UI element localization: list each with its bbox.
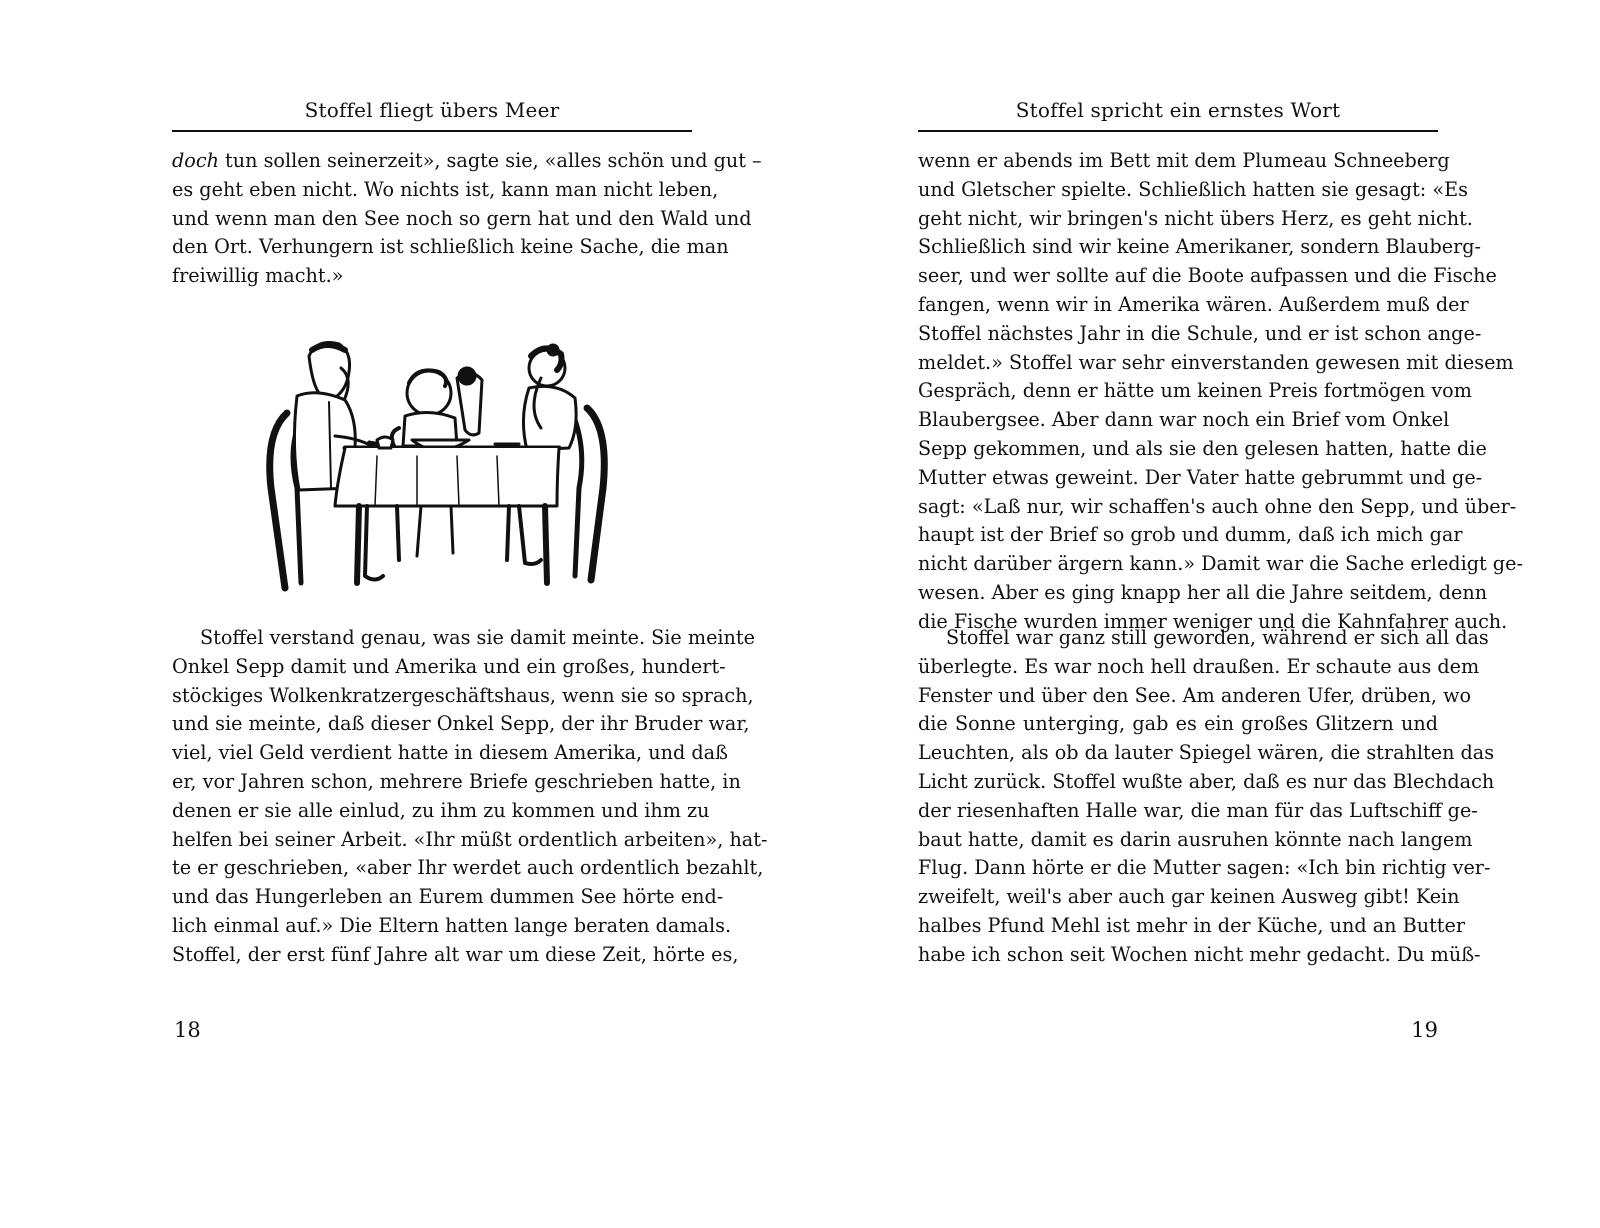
text-line: te er geschrieben, «aber Ihr werdet auch ordentlich bezahlt, <box>172 856 764 880</box>
text-line: Stoffel verstand genau, was sie damit meinte. Sie meinte <box>200 626 755 649</box>
text-line: Leuchten, als ob da lauter Spiegel wären, die strahlten das <box>918 741 1495 765</box>
text-line: und das Hungerleben an Eurem dummen See hörte end- <box>172 885 724 909</box>
text-line: Stoffel war ganz still geworden, während er sich all das <box>946 626 1489 649</box>
text-line: stöckiges Wolkenkratzergeschäftshaus, wenn sie so sprach, <box>172 683 754 707</box>
right-text-block-2 <box>918 624 1495 970</box>
text-line: wenn er abends im Bett mit dem Plumeau Schneeberg <box>918 149 1450 172</box>
text-line: zweifelt, weil's aber auch gar keinen Ausweg gibt! Kein <box>918 885 1460 909</box>
text-line: es geht eben nicht. Wo nichts ist, kann man nicht leben, <box>172 177 719 201</box>
text-line: Licht zurück. Stoffel wußte aber, daß es nur das Blechdach <box>918 769 1495 793</box>
page-number-right: 19 <box>1411 1018 1438 1042</box>
text-line: Mutter etwas geweint. Der Vater hatte gebrummt und ge- <box>918 465 1483 489</box>
text-line: habe ich schon seit Wochen nicht mehr gedacht. Du müß- <box>918 942 1481 966</box>
text-line: geht nicht, wir bringen's nicht übers Herz, es geht nicht. <box>918 206 1473 230</box>
text-line: Schließlich sind wir keine Amerikaner, sondern Blauberg- <box>918 235 1482 259</box>
running-head-right: Stoffel spricht ein ernstes Wort <box>1015 98 1341 122</box>
right-text-block-1 <box>918 147 1523 637</box>
running-head-left: Stoffel fliegt übers Meer <box>304 98 560 122</box>
text-line: haupt ist der Brief so grob und dumm, daß ich mich gar <box>918 523 1463 547</box>
left-text-block-1 <box>172 147 762 291</box>
text-line: Fenster und über den See. Am anderen Ufer, drüben, wo <box>918 683 1472 707</box>
text-line: Stoffel nächstes Jahr in die Schule, und er ist schon ange- <box>918 321 1482 345</box>
text-line: helfen bei seiner Arbeit. «Ihr müßt ordentlich arbeiten», hat- <box>172 827 768 851</box>
text-line: halbes Pfund Mehl ist mehr in der Küche, und an Butter <box>918 913 1466 937</box>
text-line: er, vor Jahren schon, mehrere Briefe geschrieben hatte, in <box>172 769 741 793</box>
family-at-table-illustration <box>257 338 617 598</box>
text-line: Sepp gekommen, und als sie den gelesen hatten, hatte die <box>918 436 1487 460</box>
left-text-block-2 <box>172 624 768 970</box>
header-rule-right <box>918 130 1438 132</box>
text-line: nicht darüber ärgern kann.» Damit war die Sache erledigt ge- <box>918 552 1523 576</box>
text-line: meldet.» Stoffel war sehr einverstanden gewesen mit diesem <box>918 350 1514 374</box>
text-line: baut hatte, damit es darin ausruhen könnte nach langem <box>918 827 1473 851</box>
text-line: Stoffel, der erst fünf Jahre alt war um diese Zeit, hörte es, <box>172 942 739 966</box>
text-line: viel, viel Geld verdient hatte in diesem Amerika, und daß <box>172 741 728 765</box>
text-line: lich einmal auf.» Die Eltern hatten lange beraten damals. <box>172 913 732 937</box>
text-line: Blaubergsee. Aber dann war noch ein Brief vom Onkel <box>918 408 1450 432</box>
text-line: Gespräch, denn er hätte um keinen Preis fortmögen vom <box>918 379 1472 403</box>
text-line: sagt: «Laß nur, wir schaffen's auch ohne den Sepp, und über- <box>918 494 1517 518</box>
text-line: überlegte. Es war noch hell draußen. Er schaute aus dem <box>918 654 1480 678</box>
header-rule-left <box>172 130 692 132</box>
text-line: den Ort. Verhungern ist schließlich keine Sache, die man <box>172 235 729 259</box>
text-line: fangen, wenn wir in Amerika wären. Außerdem muß der <box>918 292 1469 316</box>
text-line: Onkel Sepp damit und Amerika und ein großes, hundert- <box>172 654 726 678</box>
text-line: wesen. Aber es ging knapp her all die Jahre seitdem, denn <box>918 580 1488 604</box>
italic-word: doch <box>172 149 219 172</box>
text-line: denen er sie alle einlud, zu ihm zu kommen und ihm zu <box>172 798 710 822</box>
text-line: und sie meinte, daß dieser Onkel Sepp, der ihr Bruder war, <box>172 712 750 736</box>
text-line: Flug. Dann hörte er die Mutter sagen: «Ich bin richtig ver- <box>918 856 1491 880</box>
text-line: seer, und wer sollte auf die Boote aufpassen und die Fische <box>918 264 1497 288</box>
text-line: der riesenhaften Halle war, die man für das Luftschiff ge- <box>918 798 1478 822</box>
text-line: und wenn man den See noch so gern hat und den Wald und <box>172 206 752 230</box>
page-number-left: 18 <box>174 1018 201 1042</box>
text-line: die Fische wurden immer weniger und die Kahnfahrer auch. <box>918 609 1508 633</box>
text-line: doch tun sollen seinerzeit», sagte sie, «alles schön und gut – <box>172 149 762 172</box>
text-line: die Sonne unterging, gab es ein großes Glitzern und <box>918 712 1438 736</box>
text-line: und Gletscher spielte. Schließlich hatten sie gesagt: «Es <box>918 177 1468 201</box>
text-line: freiwillig macht.» <box>172 264 344 288</box>
